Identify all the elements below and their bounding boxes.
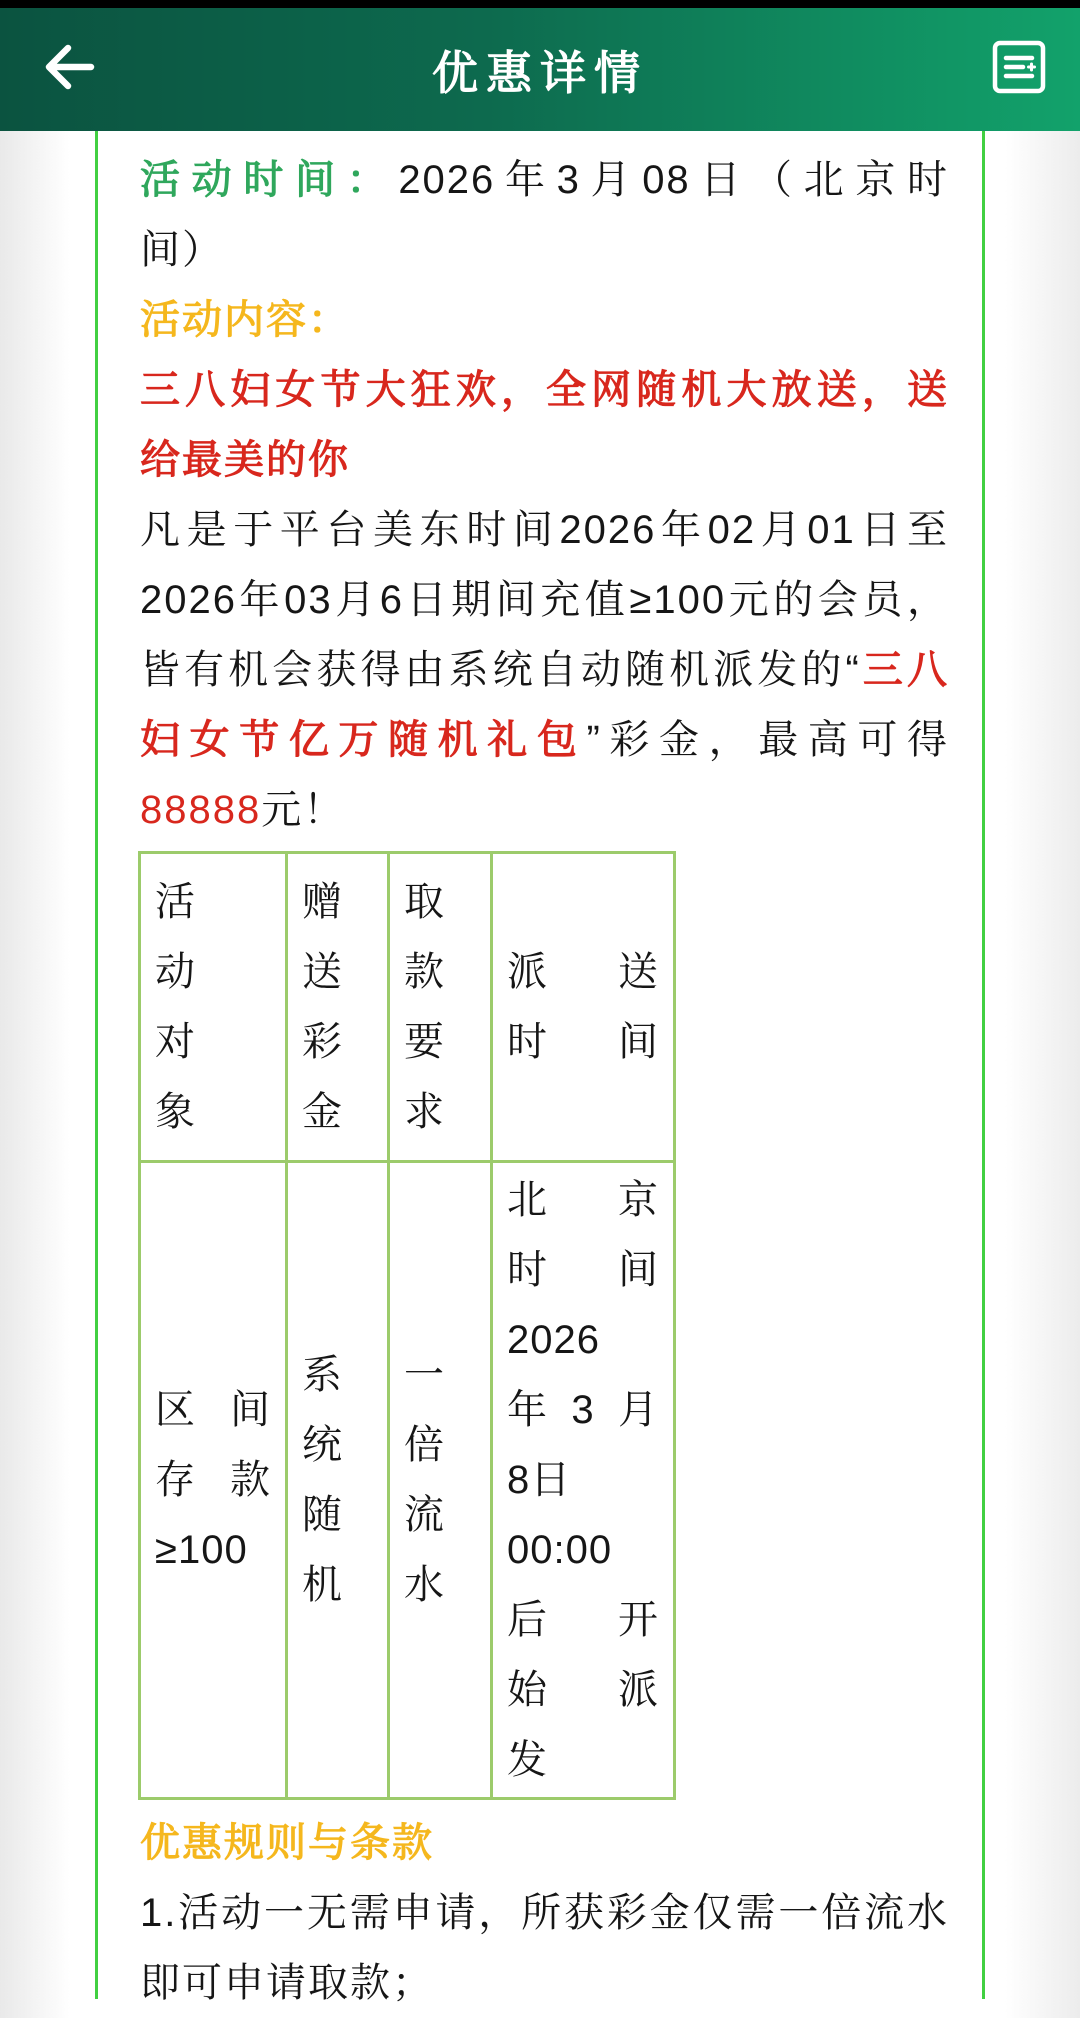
header-delivery-time: 派送 时间 [492,853,675,1162]
gift-package-name: 妇女节亿万随机礼包 [140,718,587,762]
activity-time-line2: 间） [140,228,224,272]
cell-delivery-time: 北京 时间 2026 年3月 8日 00:00 后开 始派 发 [492,1162,675,1799]
header-activity-target: 活 动 对 象 [140,853,287,1162]
cell-activity-target: 区间 存款 ≥100 [140,1162,287,1799]
table-header-row [140,853,675,1162]
description-line4-black: ”彩金，最高可得 [586,718,950,762]
activity-time-value: 2026年3月08日（北京时 [398,158,949,202]
rule1-line1: 1.活动一无需申请，所获彩金仅需一倍流水 [140,1891,949,1935]
cell-bonus: 系 统 随 机 [287,1162,389,1799]
activity-time-line1 [140,145,949,215]
status-bar [0,0,1080,8]
activity-content-label: 活动内容： [140,298,350,342]
description-line5 [140,775,949,845]
promo-terms-button[interactable] [986,37,1052,103]
max-bonus-amount: 88888 [140,788,262,832]
description-line1: 凡是于平台美东时间2026年02月01日至 [140,508,949,552]
description-line5-black: 元！ [261,788,346,832]
rule1-line2: 即可申请取款； [140,1961,434,2005]
activity-time-label: 活动时间： [140,158,399,202]
cell-withdraw-requirement: 一 倍 流 水 [389,1162,492,1799]
promo-detail-card[interactable] [95,131,985,2005]
description-line3-red: 三八 [860,648,949,692]
table-data-row [140,1162,675,1799]
slogan-line1: 三八妇女节大狂欢，全网随机大放送，送 [140,368,949,412]
slogan-line2: 给最美的你 [140,438,350,482]
rules-title: 优惠规则与条款 [140,1821,434,1865]
document-list-icon [990,38,1048,101]
description-line3-black: 皆有机会获得由系统自动随机派发的“ [140,648,861,692]
description-line3 [140,635,949,705]
app-bar [0,8,1080,131]
description-line2: 2026年03月6日期间充值≥100元的会员， [140,578,949,622]
header-withdraw-requirement: 取 款 要 求 [389,853,492,1162]
promo-table [138,851,676,1800]
page-title: 优惠详情 [432,46,648,99]
header-bonus: 赠 送 彩 金 [287,853,389,1162]
description-line4 [140,705,949,775]
